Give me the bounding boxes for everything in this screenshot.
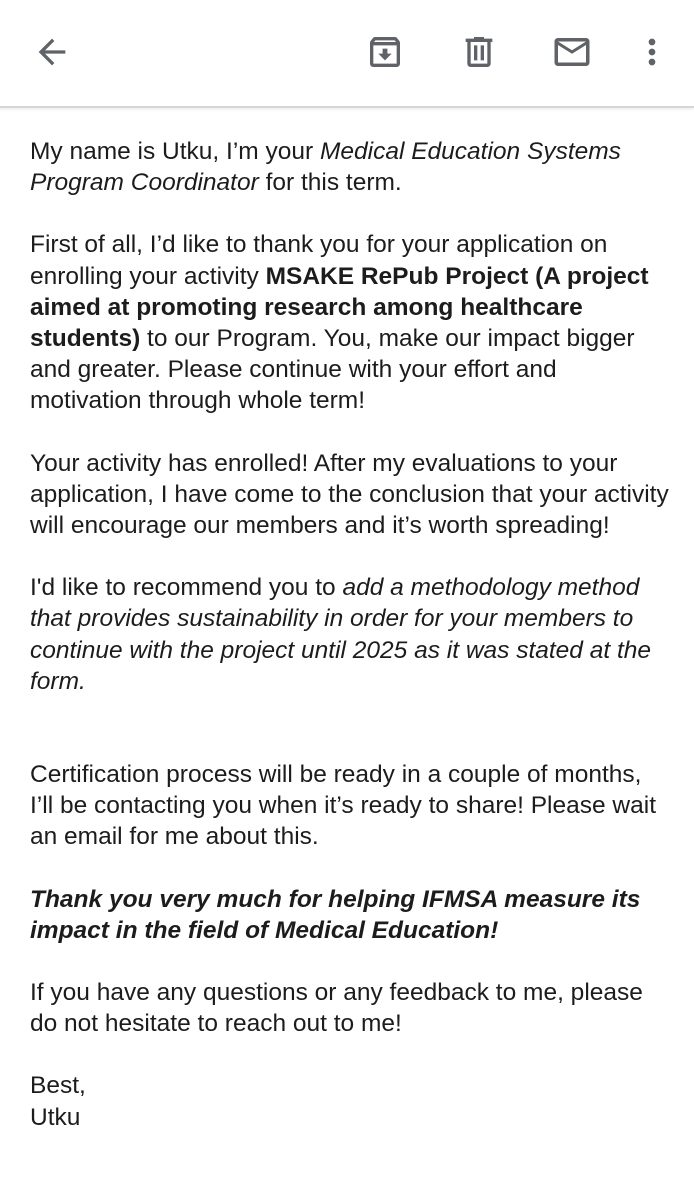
arrow-back-icon bbox=[32, 32, 72, 72]
certification-paragraph: Certification process will be ready in a couple of months, I’ll be contacting you when it’s ready to share! Please wait an email for me about this. bbox=[30, 761, 657, 851]
thanks-paragraph: First of all, I’d like to thank you for your application on enrolling your activity MSAKE RePub Project (A project aimed at promoting research among healthcare students) to our Program. You, make our impact bigger and greater. Please continue with your effort and motivation through whole term! bbox=[30, 231, 649, 415]
intro-paragraph: My name is Utku, I’m your Medical Education Systems Program Coordinator for this term. bbox=[30, 138, 621, 197]
more-vert-icon bbox=[632, 32, 672, 72]
questions-paragraph: If you have any questions or any feedback to me, please do not hesitate to reach out to me! bbox=[30, 979, 643, 1038]
closing: Best, bbox=[30, 1072, 86, 1100]
archive-button[interactable] bbox=[357, 24, 413, 80]
activity-name: MSAKE RePub Project (A project aimed at promoting research among healthcare students) bbox=[30, 262, 649, 353]
thank-you-paragraph: Thank you very much for helping IFMSA measure its impact in the field of Medical Education! bbox=[30, 885, 641, 944]
delete-icon bbox=[459, 32, 499, 72]
mail-icon bbox=[551, 31, 593, 73]
delete-button[interactable] bbox=[451, 24, 507, 80]
more-options-button[interactable] bbox=[624, 24, 680, 80]
email-body bbox=[30, 136, 670, 1133]
signature: Utku bbox=[30, 1103, 81, 1131]
enrolled-paragraph: Your activity has enrolled! After my evaluations to your application, I have come to the conclusion that your activity will encourage our members and it’s worth spreading! bbox=[30, 449, 669, 540]
recommendation-paragraph: I'd like to recommend you to add a methodology method that provides sustainability in order for your members to continue with the project until 2025 as it was stated at the form. bbox=[30, 574, 652, 695]
back-button[interactable] bbox=[24, 24, 80, 80]
recommendation-text: add a methodology method that provides sustainability in order for your members to continue with the project until 2025 as it was stated at the form. bbox=[30, 574, 652, 695]
archive-icon bbox=[365, 32, 405, 72]
email-toolbar bbox=[0, 0, 694, 108]
mark-unread-button[interactable] bbox=[544, 24, 600, 80]
coordinator-title: Medical Education Systems Program Coordinator bbox=[30, 138, 621, 197]
